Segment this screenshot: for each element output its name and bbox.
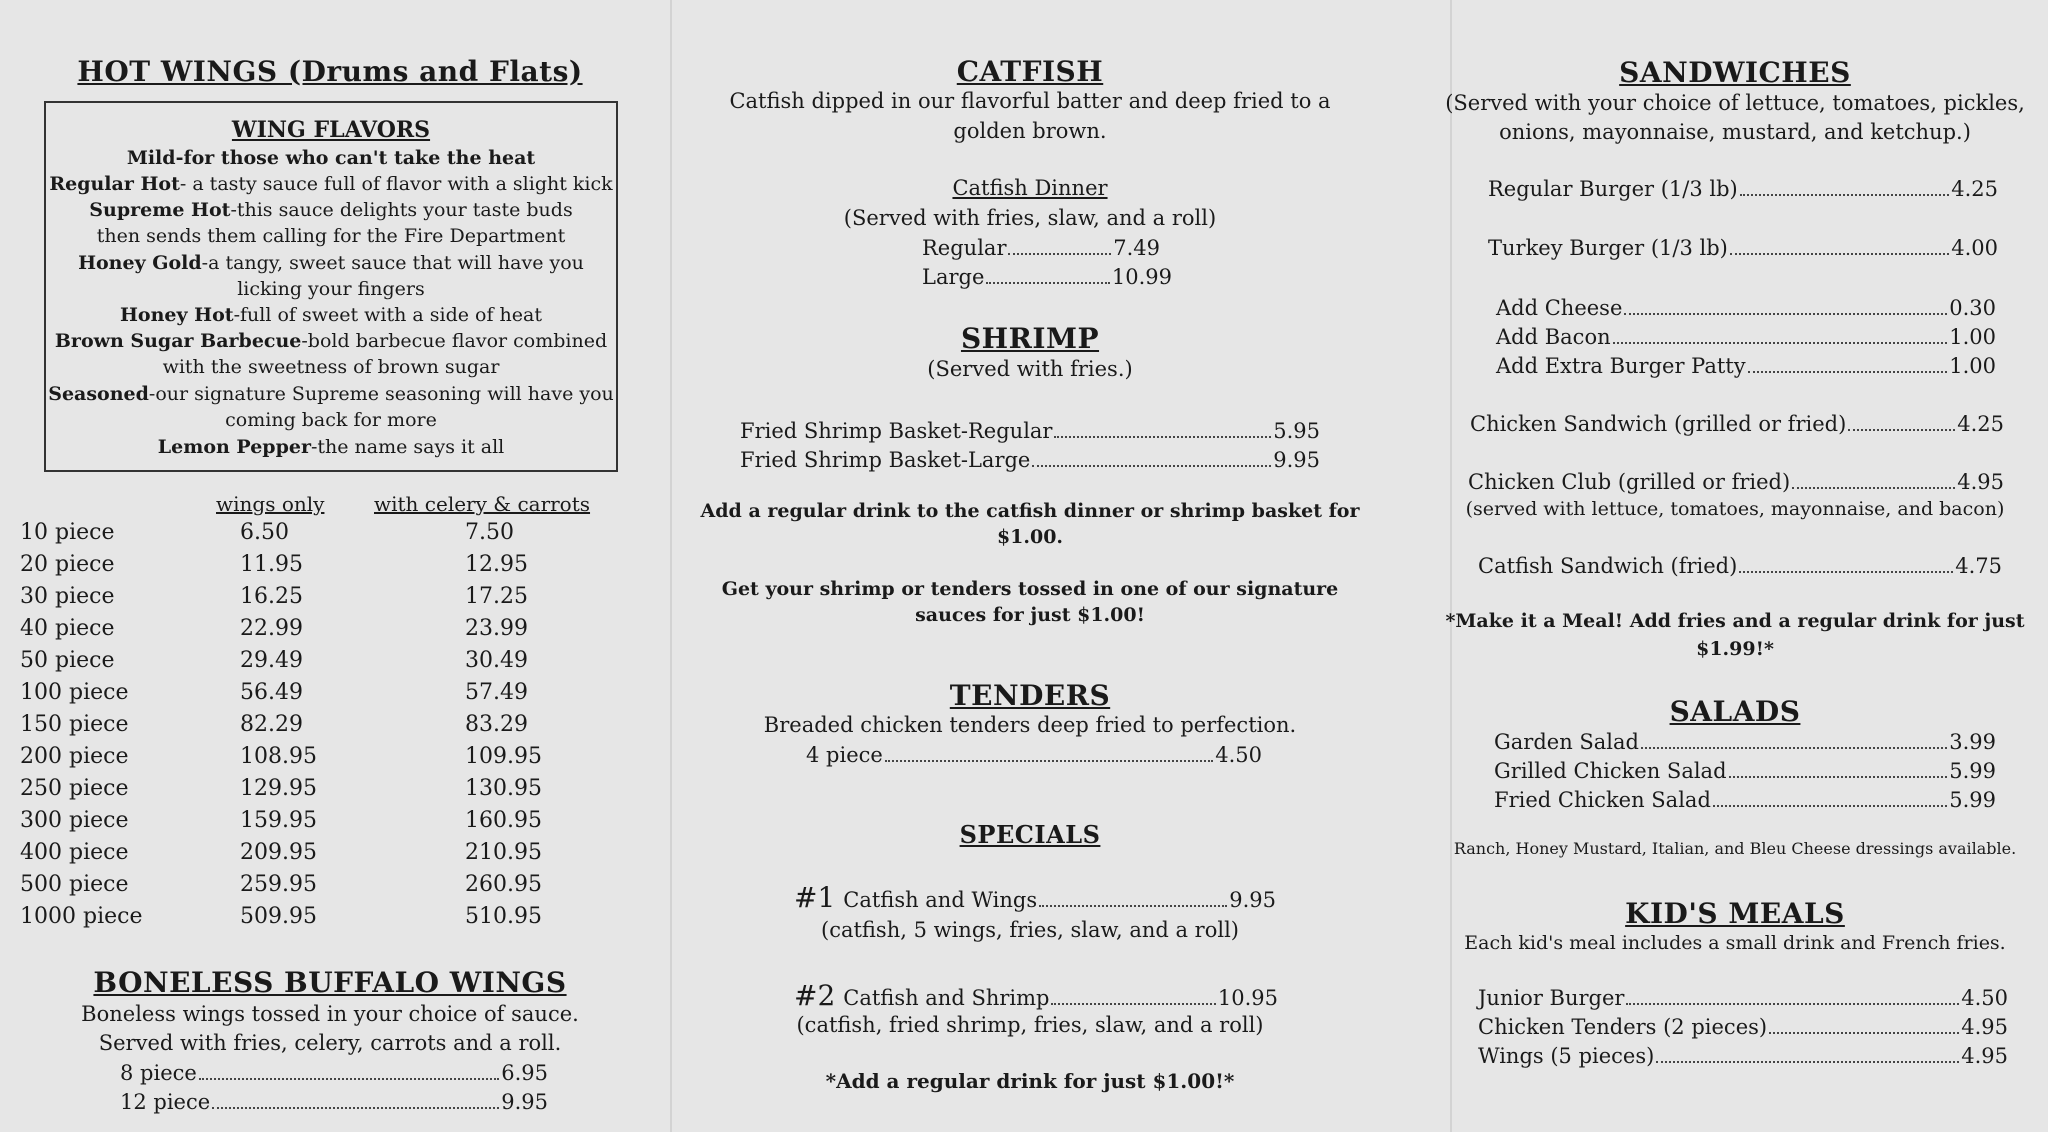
price-wings-only: 509.95 <box>240 904 317 929</box>
special-number: #1 <box>794 881 836 914</box>
size-cell: 20 piece <box>20 552 115 577</box>
dot-leader <box>885 760 1213 762</box>
col-header-with-celery: with celery & carrots <box>374 492 591 516</box>
item-price: 6.95 <box>501 1061 548 1085</box>
flavor-regular-hot <box>46 173 616 195</box>
item-name: Regular <box>922 236 1007 260</box>
table-row <box>0 808 600 840</box>
special-1-desc: (catfish, 5 wings, fries, slaw, and a roll) <box>821 918 1239 942</box>
table-row <box>0 744 600 776</box>
dot-leader <box>1054 436 1271 438</box>
turkey-burger <box>1488 236 1998 260</box>
price-wings-only: 209.95 <box>240 840 317 865</box>
item-price: 4.95 <box>1961 1015 2008 1039</box>
add-cheese <box>1496 296 1996 320</box>
price-with-celery: 17.25 <box>465 584 528 609</box>
table-row <box>0 872 600 904</box>
price-wings-only: 108.95 <box>240 744 317 769</box>
item-name: Chicken Tenders (2 pieces) <box>1478 1015 1768 1039</box>
item-price: 4.75 <box>1955 554 2002 578</box>
dot-leader <box>1729 776 1948 778</box>
item-name: Fried Shrimp Basket-Regular <box>740 419 1053 443</box>
price-wings-only: 82.29 <box>240 712 303 737</box>
special-number: #2 <box>794 979 836 1012</box>
item-name: Add Extra Burger Patty <box>1496 354 1746 378</box>
flavor-name: Supreme Hot <box>89 199 231 221</box>
sandwiches-desc: (Served with your choice of lettuce, tomatoes, pickles, <box>1445 91 2025 115</box>
size-cell: 100 piece <box>20 680 129 705</box>
chicken-club <box>1468 470 2004 494</box>
chicken-sandwich <box>1470 412 2004 436</box>
kids-meals-title: KID'S MEALS <box>1625 897 1845 930</box>
dot-leader <box>1032 465 1271 467</box>
fried-chicken-salad <box>1494 788 1996 812</box>
price-with-celery: 83.29 <box>465 712 528 737</box>
table-row <box>0 776 600 808</box>
size-cell: 1000 piece <box>20 904 143 929</box>
table-row <box>0 680 600 712</box>
item-name: Fried Shrimp Basket-Large <box>740 448 1031 472</box>
item-name: 8 piece <box>120 1061 197 1085</box>
item-price: 4.95 <box>1957 470 2004 494</box>
size-cell: 40 piece <box>20 616 115 641</box>
item-price: 3.99 <box>1949 730 1996 754</box>
table-row <box>0 584 600 616</box>
item-name: Wings (5 pieces) <box>1478 1044 1655 1068</box>
flavor-supreme-hot <box>46 199 616 221</box>
special-2 <box>794 979 1278 1012</box>
regular-burger <box>1488 177 1998 201</box>
dot-leader <box>1624 313 1947 315</box>
drink-note: $1.00. <box>996 526 1064 548</box>
dot-leader <box>1656 1061 1959 1063</box>
item-price: 4.50 <box>1215 743 1262 767</box>
item-price: 5.99 <box>1949 759 1996 783</box>
boneless-title: BONELESS BUFFALO WINGS <box>93 966 567 999</box>
dot-leader <box>1792 487 1955 489</box>
item-price: 10.95 <box>1217 986 1278 1010</box>
flavor-desc: -this sauce delights your taste buds <box>230 199 573 221</box>
flavor-desc: -our signature Supreme seasoning will have you <box>148 383 614 405</box>
table-row <box>0 648 600 680</box>
flavor-desc-cont: licking your fingers <box>237 278 425 300</box>
panel-center <box>670 0 1410 1132</box>
shrimp-regular <box>740 419 1320 443</box>
price-with-celery: 210.95 <box>465 840 542 865</box>
item-name: Catfish Sandwich (fried) <box>1478 554 1738 578</box>
flavor-lemon-pepper <box>46 436 616 458</box>
shrimp-large <box>740 448 1320 472</box>
tenders-desc: Breaded chicken tenders deep fried to perfection. <box>763 713 1297 737</box>
dot-leader <box>986 282 1110 284</box>
table-row <box>0 904 600 936</box>
flavor-brown-sugar-bbq <box>46 330 616 352</box>
flavor-honey-gold <box>46 252 616 274</box>
flavor-name: Brown Sugar Barbecue <box>54 330 302 352</box>
boneless-item-8 <box>120 1061 548 1085</box>
price-wings-only: 22.99 <box>240 616 303 641</box>
flavor-mild: Mild-for those who can't take the heat <box>126 147 536 169</box>
price-with-celery: 260.95 <box>465 872 542 897</box>
wing-flavors-title: WING FLAVORS <box>231 117 431 143</box>
item-price: 4.95 <box>1961 1044 2008 1068</box>
tenders-title: TENDERS <box>949 679 1111 712</box>
dot-leader <box>212 1107 499 1109</box>
special-2-desc: (catfish, fried shrimp, fries, slaw, and a roll) <box>796 1013 1264 1037</box>
dot-leader <box>1739 571 1953 573</box>
shrimp-title: SHRIMP <box>960 322 1100 355</box>
dot-leader <box>1769 1032 1959 1034</box>
item-name: Junior Burger <box>1478 986 1625 1010</box>
dot-leader <box>1748 371 1948 373</box>
price-wings-only: 6.50 <box>240 520 289 545</box>
price-with-celery: 30.49 <box>465 648 528 673</box>
dot-leader <box>1051 1003 1215 1005</box>
add-extra-patty <box>1496 354 1996 378</box>
drink-note: Add a regular drink to the catfish dinner or shrimp basket for <box>700 500 1360 522</box>
item-price: 9.95 <box>501 1090 548 1114</box>
boneless-desc: Served with fries, celery, carrots and a roll. <box>98 1031 562 1055</box>
item-name: Fried Chicken Salad <box>1494 788 1711 812</box>
boneless-desc: Boneless wings tossed in your choice of sauce. <box>81 1002 579 1026</box>
grilled-chicken-salad <box>1494 759 1996 783</box>
sauce-note: Get your shrimp or tenders tossed in one of our signature <box>721 578 1339 600</box>
panel-right <box>1410 0 2048 1132</box>
special-1 <box>794 881 1276 914</box>
price-wings-only: 16.25 <box>240 584 303 609</box>
price-with-celery: 23.99 <box>465 616 528 641</box>
price-with-celery: 109.95 <box>465 744 542 769</box>
add-bacon <box>1496 325 1996 349</box>
price-wings-only: 159.95 <box>240 808 317 833</box>
price-with-celery: 12.95 <box>465 552 528 577</box>
table-row <box>0 520 600 552</box>
size-cell: 300 piece <box>20 808 129 833</box>
shrimp-desc: (Served with fries.) <box>927 357 1133 381</box>
price-with-celery: 160.95 <box>465 808 542 833</box>
item-name: Chicken Club (grilled or fried) <box>1468 470 1791 494</box>
size-cell: 10 piece <box>20 520 115 545</box>
item-price: 4.25 <box>1957 412 2004 436</box>
price-with-celery: 57.49 <box>465 680 528 705</box>
item-price: 7.49 <box>1113 236 1160 260</box>
flavor-name: Regular Hot <box>49 173 180 195</box>
item-price: 9.95 <box>1229 888 1276 912</box>
flavor-desc: -a tangy, sweet sauce that will have you <box>201 252 584 274</box>
boneless-item-12 <box>120 1090 548 1114</box>
item-name: Garden Salad <box>1494 730 1639 754</box>
dot-leader <box>1039 905 1227 907</box>
garden-salad <box>1494 730 1996 754</box>
item-name: 12 piece <box>120 1090 211 1114</box>
item-price: 4.25 <box>1951 177 1998 201</box>
chicken-club-desc: (served with lettuce, tomatoes, mayonnaise, and bacon) <box>1465 498 2005 520</box>
catfish-regular <box>922 236 1160 260</box>
catfish-sandwich <box>1478 554 2002 578</box>
table-row <box>0 840 600 872</box>
item-name: Chicken Sandwich (grilled or fried) <box>1470 412 1847 436</box>
sandwiches-desc: onions, mayonnaise, mustard, and ketchup.) <box>1499 120 1971 144</box>
item-price: 9.95 <box>1273 448 1320 472</box>
size-cell: 50 piece <box>20 648 115 673</box>
price-wings-only: 129.95 <box>240 776 317 801</box>
dot-leader <box>1740 194 1949 196</box>
item-name: Add Bacon <box>1496 325 1611 349</box>
flavor-name: Seasoned <box>48 383 149 405</box>
price-wings-only: 259.95 <box>240 872 317 897</box>
price-wings-only: 29.49 <box>240 648 303 673</box>
catfish-title: CATFISH <box>956 55 1104 88</box>
item-name: Catfish and Shrimp <box>843 986 1050 1010</box>
item-price: 5.95 <box>1273 419 1320 443</box>
flavor-seasoned <box>46 383 616 405</box>
flavor-name: Honey Gold <box>78 252 202 274</box>
price-with-celery: 510.95 <box>465 904 542 929</box>
catfish-desc: golden brown. <box>953 119 1107 143</box>
specials-drink-note: *Add a regular drink for just $1.00!* <box>825 1069 1235 1093</box>
item-name: Add Cheese <box>1496 296 1623 320</box>
flavor-name: Honey Hot <box>119 304 234 326</box>
dot-leader <box>199 1078 499 1080</box>
kids-chicken-tenders <box>1478 1015 2008 1039</box>
panel-left <box>0 0 670 1132</box>
item-price: 1.00 <box>1949 354 1996 378</box>
tenders-4-piece <box>806 743 1262 767</box>
item-price: 0.30 <box>1949 296 1996 320</box>
size-cell: 250 piece <box>20 776 129 801</box>
flavor-honey-hot <box>46 304 616 326</box>
dot-leader <box>1008 253 1111 255</box>
flavor-desc: -full of sweet with a side of heat <box>233 304 542 326</box>
table-row <box>0 712 600 744</box>
item-price: 4.50 <box>1961 986 2008 1010</box>
item-name: 4 piece <box>806 743 883 767</box>
table-row <box>0 552 600 584</box>
flavor-desc: -bold barbecue flavor combined <box>301 330 608 352</box>
flavor-desc-cont: coming back for more <box>225 409 437 431</box>
item-name: Regular Burger (1/3 lb) <box>1488 177 1738 201</box>
dot-leader <box>1848 429 1955 431</box>
flavor-name: Lemon Pepper <box>157 436 311 458</box>
wing-flavors-box <box>44 101 618 472</box>
make-meal-note: *Make it a Meal! Add fries and a regular drink for just <box>1445 610 2025 632</box>
junior-burger <box>1478 986 2008 1010</box>
price-with-celery: 130.95 <box>465 776 542 801</box>
size-cell: 30 piece <box>20 584 115 609</box>
flavor-desc: - a tasty sauce full of flavor with a slight kick <box>179 173 613 195</box>
item-price: 1.00 <box>1949 325 1996 349</box>
size-cell: 200 piece <box>20 744 129 769</box>
catfish-large <box>922 265 1172 289</box>
dot-leader <box>1713 805 1947 807</box>
item-name: Catfish and Wings <box>843 888 1038 912</box>
item-name: Grilled Chicken Salad <box>1494 759 1727 783</box>
make-meal-note: $1.99!* <box>1696 638 1774 660</box>
item-name: Large <box>922 265 985 289</box>
dot-leader <box>1641 747 1947 749</box>
flavor-desc-cont: with the sweetness of brown sugar <box>162 356 500 378</box>
item-price: 5.99 <box>1949 788 1996 812</box>
item-price: 10.99 <box>1111 265 1172 289</box>
size-cell: 500 piece <box>20 872 129 897</box>
price-wings-only: 56.49 <box>240 680 303 705</box>
kids-meals-desc: Each kid's meal includes a small drink and French fries. <box>1464 932 2006 954</box>
hot-wings-title: HOT WINGS (Drums and Flats) <box>77 55 583 88</box>
item-price: 4.00 <box>1951 236 1998 260</box>
size-cell: 400 piece <box>20 840 129 865</box>
flavor-desc-cont: then sends them calling for the Fire Department <box>96 225 566 247</box>
catfish-dinner-title: Catfish Dinner <box>952 176 1108 200</box>
item-name: Turkey Burger (1/3 lb) <box>1488 236 1728 260</box>
dot-leader <box>1730 253 1949 255</box>
catfish-dinner-desc: (Served with fries, slaw, and a roll) <box>843 206 1217 230</box>
sauce-note: sauces for just $1.00! <box>915 604 1145 626</box>
specials-title: SPECIALS <box>959 820 1101 849</box>
dressings-note: Ranch, Honey Mustard, Italian, and Bleu Cheese dressings available. <box>1453 839 2017 858</box>
col-header-wings-only: wings only <box>216 492 325 516</box>
flavor-desc: -the name says it all <box>310 436 505 458</box>
salads-title: SALADS <box>1669 695 1801 728</box>
catfish-desc: Catfish dipped in our flavorful batter and deep fried to a <box>729 89 1331 113</box>
size-cell: 150 piece <box>20 712 129 737</box>
dot-leader <box>1613 342 1948 344</box>
kids-wings <box>1478 1044 2008 1068</box>
price-wings-only: 11.95 <box>240 552 303 577</box>
price-with-celery: 7.50 <box>465 520 514 545</box>
sandwiches-title: SANDWICHES <box>1619 56 1851 89</box>
dot-leader <box>1626 1003 1959 1005</box>
table-row <box>0 616 600 648</box>
